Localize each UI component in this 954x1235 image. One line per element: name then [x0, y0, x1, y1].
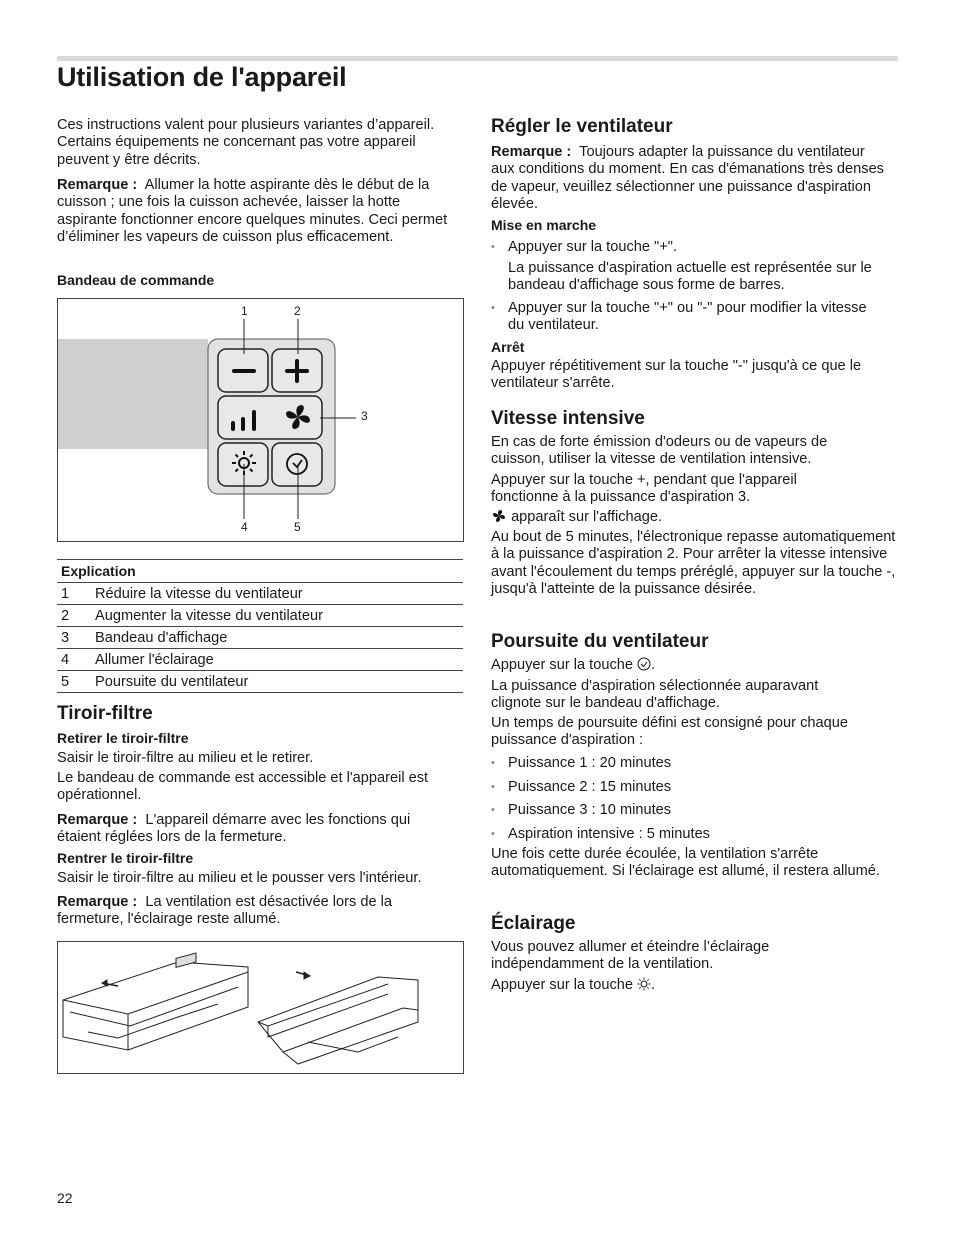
intensive-p4: Au bout de 5 minutes, l'électronique repasse automatiquement à la puissance d'aspiration 2. Pour arrêter la vitesse intensive avant l'écoulement du temps préréglé, appuyer sur la touche -, jusqu'à l'atteinte de la puissance désirée.	[491, 529, 896, 598]
insert-step: Saisir le tiroir-filtre au milieu et le pousser vers l'intérieur.	[57, 870, 422, 886]
callout-4: 4	[241, 520, 248, 534]
list-item: • Appuyer sur la touche "+" ou "-" pour modifier la vitesse du ventilateur.	[491, 300, 878, 335]
on-subheading: Mise en marche	[491, 217, 597, 233]
fan-icon	[491, 509, 507, 528]
list-item: • Aspiration intensive : 5 minutes	[491, 826, 710, 843]
callout-2: 2	[294, 304, 301, 318]
light-p1: Vous pouvez allumer et éteindre l’éclairage indépendamment de la ventilation.	[491, 939, 770, 973]
list-item: • Puissance 3 : 10 minutes	[491, 802, 671, 819]
filter-drawer-figure	[57, 941, 464, 1074]
runon-p1: Appuyer sur la touche .	[491, 657, 891, 676]
explanation-table	[57, 559, 463, 693]
light-p2: Appuyer sur la touche .	[491, 977, 891, 996]
list-item: • Puissance 2 : 15 minutes	[491, 779, 671, 796]
callout-5: 5	[294, 520, 301, 534]
table-row: 3 Bandeau d'affichage	[57, 627, 463, 649]
sun-icon	[637, 977, 651, 996]
callout-1: 1	[241, 304, 248, 318]
table-row: 2 Augmenter la vitesse du ventilateur	[57, 605, 463, 627]
intensive-title: Vitesse intensive	[491, 408, 645, 429]
table-header: Explication	[57, 560, 463, 583]
runon-p3: Un temps de poursuite défini est consigné pour chaque puissance d'aspiration :	[491, 715, 848, 749]
insert-note: Remarque : La ventilation est désactivée lors de la fermeture, l'éclairage reste allumé.	[57, 894, 393, 928]
list-item: • Puissance 1 : 20 minutes	[491, 755, 671, 772]
intensive-p1: En cas de forte émission d'odeurs ou de vapeurs de cuisson, utiliser la vitesse de ventilation intensive.	[491, 434, 828, 468]
callout-3: 3	[361, 409, 368, 423]
list-item: • Appuyer sur la touche "+".	[491, 239, 677, 256]
off-paragraph: Appuyer répétitivement sur la touche "-" jusqu'à ce que le ventilateur s'arrête.	[491, 358, 862, 392]
control-panel-figure	[57, 298, 464, 542]
control-panel-illustration	[58, 299, 463, 541]
table-row: 1 Réduire la vitesse du ventilateur	[57, 583, 463, 605]
fan-title: Régler le ventilateur	[491, 116, 673, 137]
note-text: Allumer la hotte aspirante dès le début de la cuisson ; une fois la cuisson achevée, laisser la hotte aspirante fonctionner encore quelques minutes. Ceci permet d’éliminer les vapeurs de cuisson plus efficacement.	[57, 177, 448, 246]
remove-note: Remarque : L'appareil démarre avec les fonctions qui étaient réglées lors de la fermeture.	[57, 812, 411, 846]
remove-subheading: Retirer le tiroir-filtre	[57, 730, 189, 746]
remove-step: Saisir le tiroir-filtre au milieu et le retirer.	[57, 750, 314, 766]
filter-drawer-illustration	[58, 942, 463, 1073]
table-row: 5 Poursuite du ventilateur	[57, 671, 463, 693]
intensive-p2: Appuyer sur la touche +, pendant que l'appareil fonctionne à la puissance d'aspiration 3.	[491, 472, 797, 506]
runon-title: Poursuite du ventilateur	[491, 631, 709, 652]
runon-p4: Une fois cette durée écoulée, la ventilation s'arrête automatiquement. Si l'éclairage est allumé, il restera allumé.	[491, 846, 880, 880]
fan-note: Remarque : Toujours adapter la puissance du ventilateur aux conditions du moment. En cas d'émanations très denses de vapeur, veuillez sélectionner une puissance d'aspiration élevée.	[491, 144, 884, 213]
on-detail: La puissance d'aspiration actuelle est représentée sur le bandeau d'affichage sous forme de barres.	[508, 260, 872, 294]
clock-icon	[637, 657, 651, 676]
table-row: 4 Allumer l'éclairage	[57, 649, 463, 671]
runon-p2: La puissance d'aspiration sélectionnée auparavant clignote sur le bandeau d'affichage.	[491, 678, 819, 712]
remove-result: Le bandeau de commande est accessible et l'appareil est opérationnel.	[57, 770, 429, 804]
page-number: 22	[57, 1190, 73, 1206]
filter-title: Tiroir-filtre	[57, 703, 153, 724]
top-rule	[57, 56, 898, 61]
off-subheading: Arrêt	[491, 339, 525, 355]
insert-subheading: Rentrer le tiroir-filtre	[57, 850, 194, 866]
note-paragraph	[57, 177, 457, 247]
light-title: Éclairage	[491, 913, 576, 934]
page-title: Utilisation de l'appareil	[57, 62, 347, 92]
intro-paragraph: Ces instructions valent pour plusieurs variantes d’appareil. Certains équipements ne concernant pas votre appareil peuvent y être décrits.	[57, 117, 435, 168]
note-label: Remarque :	[57, 177, 138, 193]
panel-heading: Bandeau de commande	[57, 272, 215, 288]
intensive-p3: apparaît sur l'affichage.	[491, 509, 891, 528]
